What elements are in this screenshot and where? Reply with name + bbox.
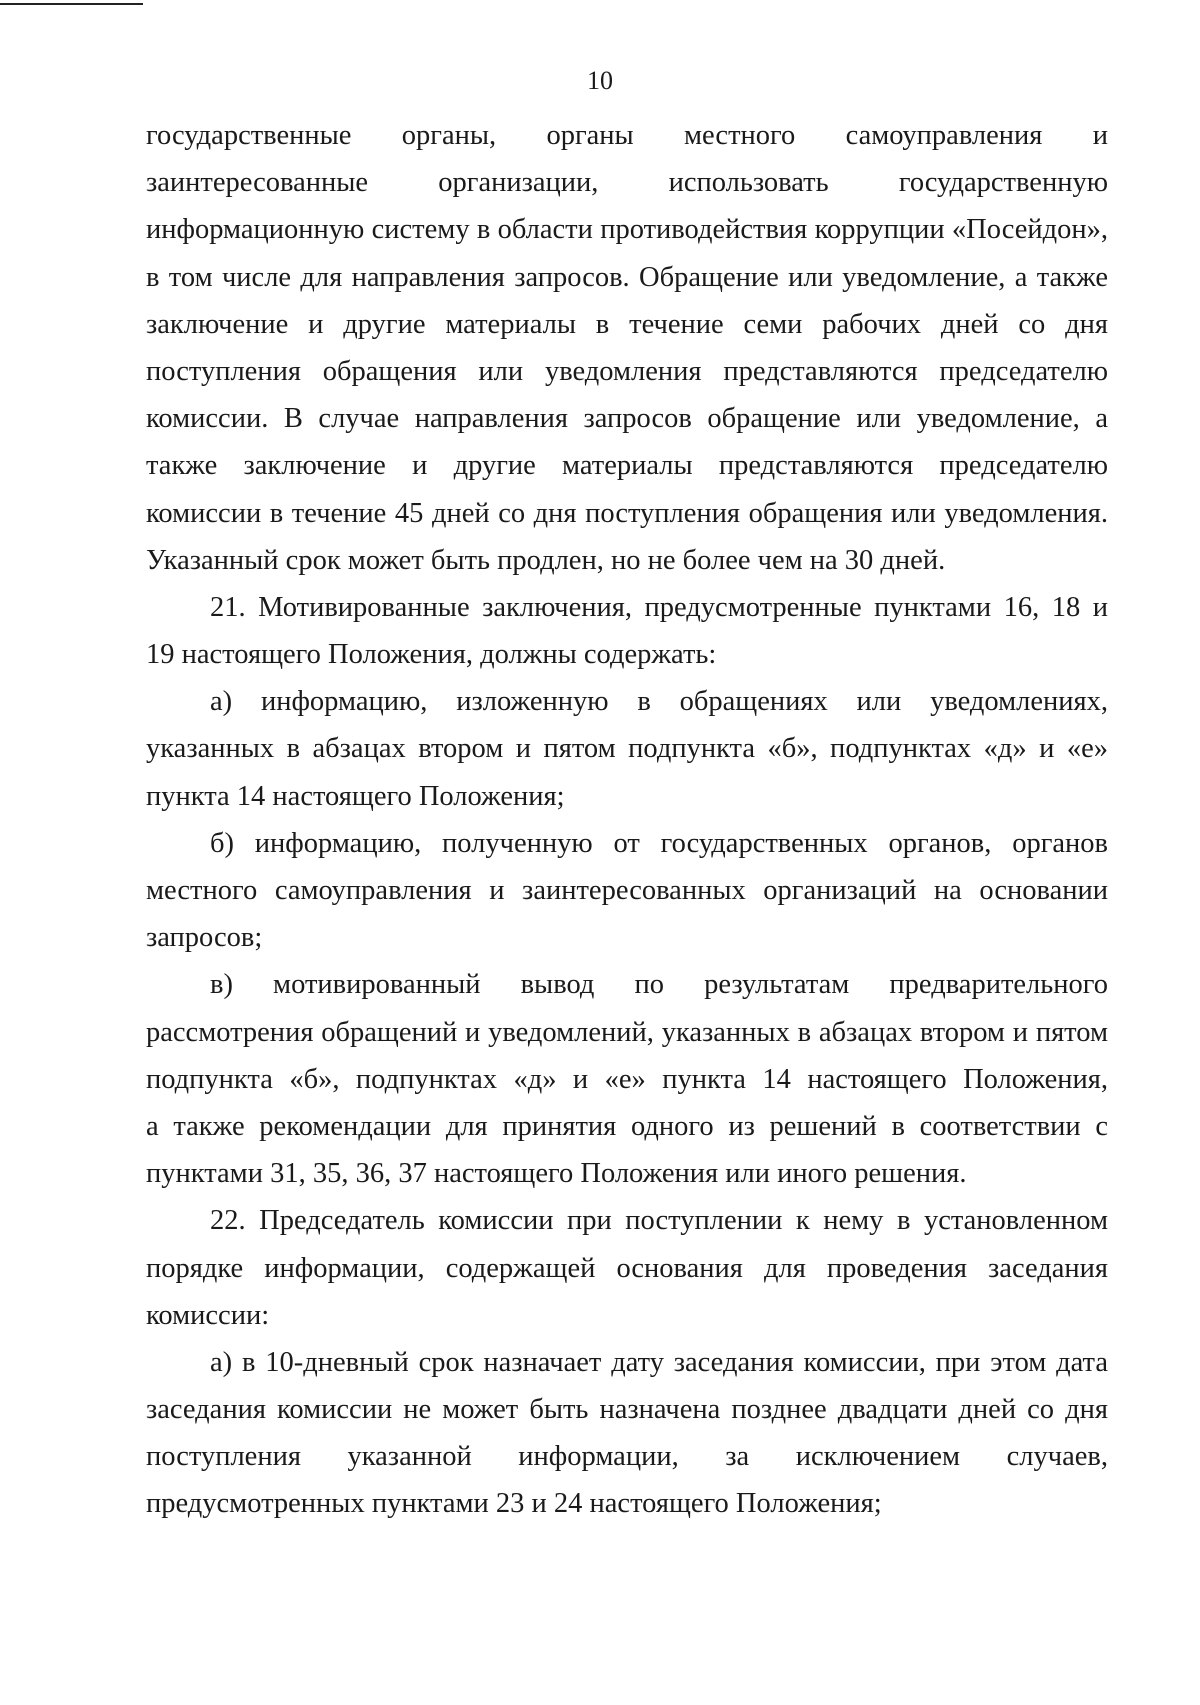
text-line: указанных в абзацах втором и пятом подпункта «б», подпунктах «д» и «е»: [146, 733, 1108, 765]
text-line: пункта 14 настоящего Положения;: [146, 780, 565, 812]
text-line: также заключение и другие материалы представляются председателю: [146, 450, 1108, 482]
text-line: государственные органы, органы местного самоуправления и: [146, 120, 1108, 151]
paragraph: [146, 961, 1108, 1197]
scan-edge-line: [0, 3, 143, 5]
text-line: информационную систему в области противодействия коррупции «Посейдон»,: [146, 214, 1108, 246]
paragraph: [146, 584, 1108, 678]
text-line: поступления указанной информации, за исключением случаев,: [146, 1441, 1108, 1473]
text-line: подпункта «б», подпунктах «д» и «е» пункта 14 настоящего Положения,: [146, 1063, 1108, 1095]
text-line: заключение и другие материалы в течение семи рабочих дней со дня: [146, 308, 1108, 340]
text-line: а) в 10-дневный срок назначает дату заседания комиссии, при этом дата: [210, 1346, 1108, 1378]
paragraph: [146, 112, 1108, 584]
paragraph: [146, 678, 1108, 820]
paragraph: [146, 1339, 1108, 1528]
document-body: [146, 112, 1108, 1528]
text-line: заседания комиссии не может быть назначена позднее двадцати дней со дня: [146, 1394, 1108, 1426]
text-line: поступления обращения или уведомления представляются председателю: [146, 355, 1108, 387]
text-line: пунктами 31, 35, 36, 37 настоящего Положения или иного решения.: [146, 1158, 967, 1190]
text-line: порядке информации, содержащей основания для проведения заседания: [146, 1252, 1108, 1284]
text-line: местного самоуправления и заинтересованных организаций на основании: [146, 875, 1108, 906]
text-line: Указанный срок может быть продлен, но не более чем на 30 дней.: [146, 544, 946, 576]
text-line: предусмотренных пунктами 23 и 24 настоящего Положения;: [146, 1488, 882, 1520]
text-line: комиссии:: [146, 1299, 270, 1331]
text-line: заинтересованные организации, использовать государственную: [146, 167, 1108, 199]
text-line: 19 настоящего Положения, должны содержать:: [146, 639, 717, 671]
text-line: а также рекомендации для принятия одного из решений в соответствии с: [146, 1110, 1108, 1142]
text-line: запросов;: [146, 922, 263, 954]
paragraph: [146, 820, 1108, 962]
text-line: б) информацию, полученную от государственных органов, органов: [210, 827, 1108, 859]
text-line: комиссии в течение 45 дней со дня поступления обращения или уведомления.: [146, 497, 1108, 529]
text-line: в том числе для направления запросов. Обращение или уведомление, а также: [146, 261, 1108, 293]
text-line: комиссии. В случае направления запросов обращение или уведомление, а: [146, 403, 1108, 435]
text-line: 21. Мотивированные заключения, предусмотренные пунктами 16, 18 и: [210, 591, 1108, 623]
text-line: в) мотивированный вывод по результатам предварительного: [210, 969, 1108, 1001]
paragraph: [146, 1197, 1108, 1339]
page-number: 10: [587, 66, 613, 95]
text-line: а) информацию, изложенную в обращениях или уведомлениях,: [210, 686, 1108, 718]
text-line: рассмотрения обращений и уведомлений, указанных в абзацах втором и пятом: [146, 1016, 1108, 1048]
text-line: 22. Председатель комиссии при поступлении к нему в установленном: [210, 1205, 1108, 1237]
